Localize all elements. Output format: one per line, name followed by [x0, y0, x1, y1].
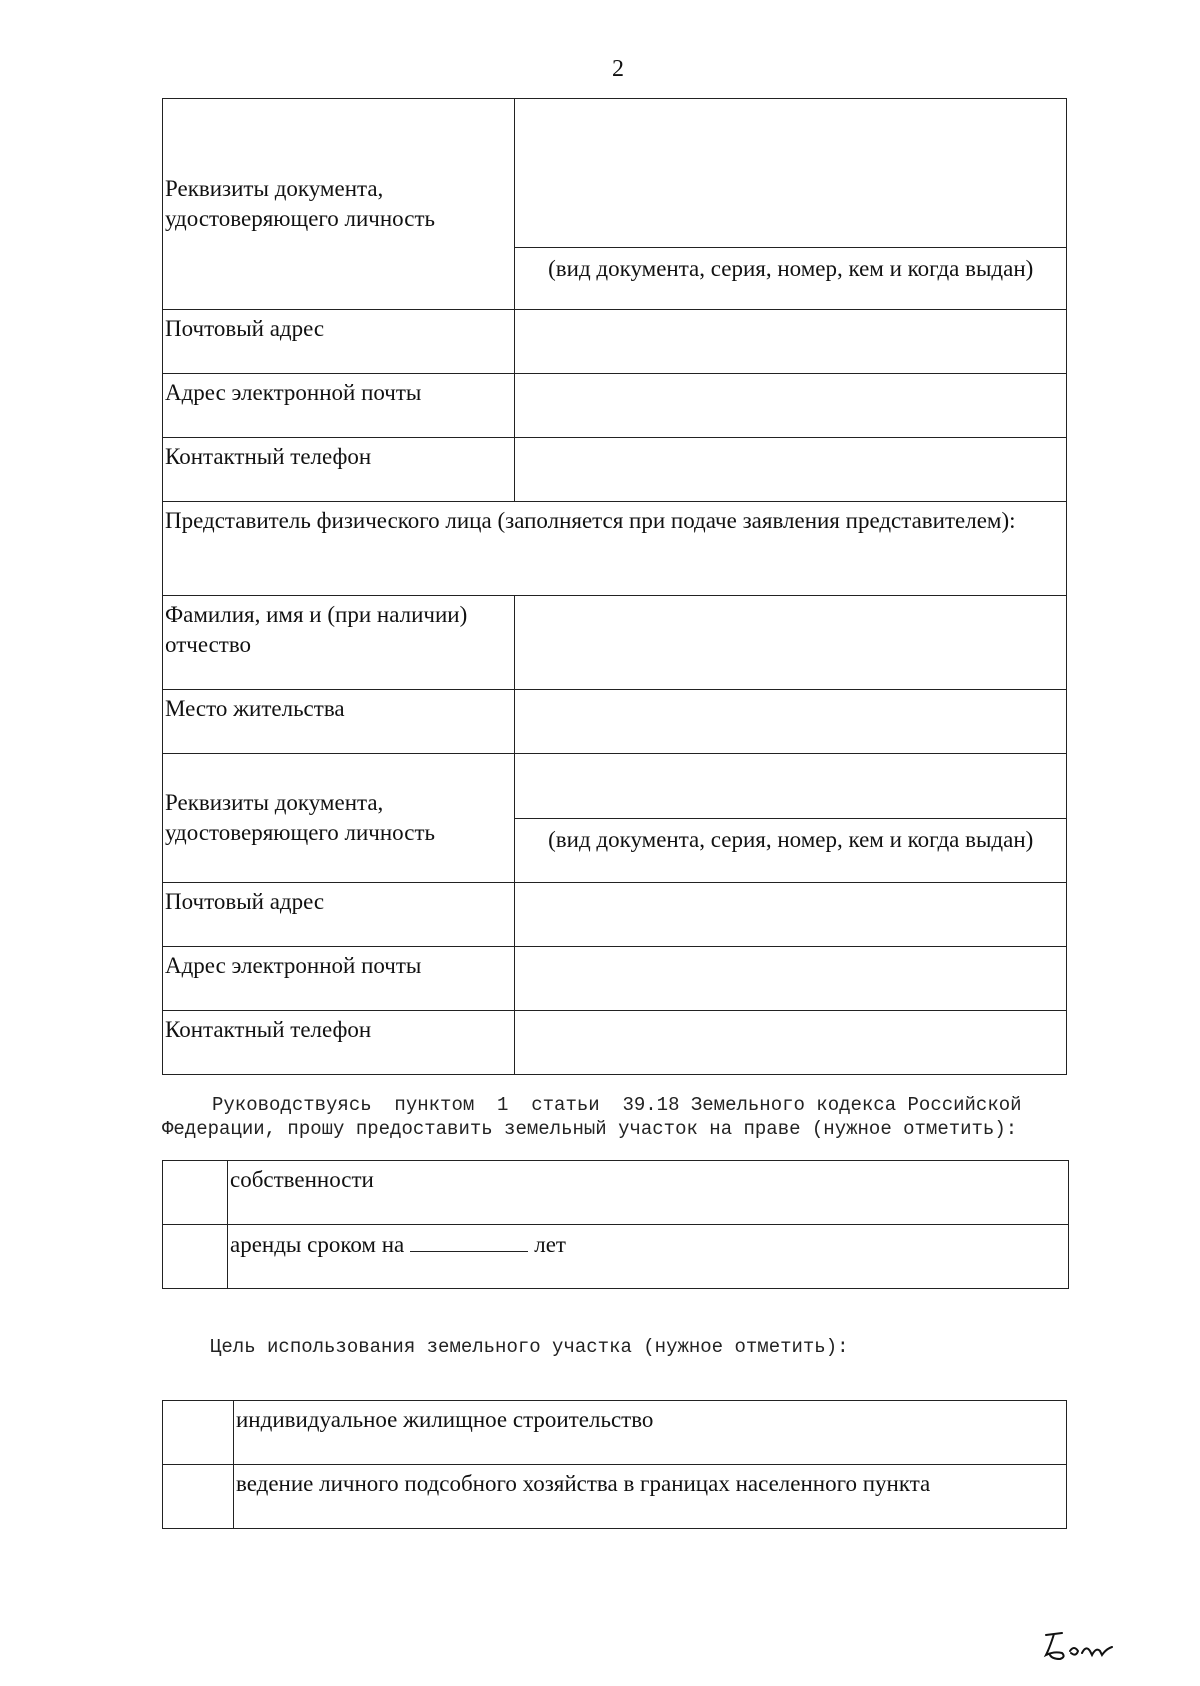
rep-postal-address-label: Почтовый адрес — [163, 883, 515, 947]
applicant-details-table — [162, 98, 1067, 1075]
lease-suffix: лет — [534, 1232, 566, 1257]
rep-residence-label: Место жительства — [163, 690, 515, 754]
postal-address-label: Почтовый адрес — [163, 310, 515, 374]
phone-label: Контактный телефон — [163, 438, 515, 502]
lease-term-blank[interactable] — [410, 1229, 528, 1252]
legal-basis-line-1: Руководствуясь пунктом 1 статьи 39.18 Земельного кодекса Российской — [212, 1094, 1022, 1116]
email-label: Адрес электронной почты — [163, 374, 515, 438]
lease-prefix: аренды сроком на — [230, 1232, 405, 1257]
id-document-field[interactable] — [515, 99, 1067, 248]
id-document-caption: (вид документа, серия, номер, кем и когда выдан) — [515, 248, 1067, 310]
lease-option — [228, 1225, 1069, 1289]
lph-option: ведение личного подсобного хозяйства в границах населенного пункта — [234, 1465, 1067, 1529]
lease-checkbox[interactable] — [163, 1225, 228, 1289]
ihc-checkbox[interactable] — [163, 1401, 234, 1465]
rep-full-name-label: Фамилия, имя и (при наличии) отчество — [163, 596, 515, 690]
right-type-table — [162, 1160, 1069, 1289]
legal-basis-line-2: Федерации, прошу предоставить земельный участок на праве (нужное отметить): — [162, 1118, 1018, 1140]
purpose-heading: Цель использования земельного участка (нужное отметить): — [210, 1336, 849, 1358]
id-document-label: Реквизиты документа, удостоверяющего личность — [163, 99, 515, 310]
rep-phone-label: Контактный телефон — [163, 1011, 515, 1075]
page-number: 2 — [612, 56, 624, 82]
rep-postal-address-field[interactable] — [515, 883, 1067, 947]
signature-stroke — [1046, 1633, 1112, 1659]
signature-initials — [1040, 1625, 1120, 1665]
rep-email-field[interactable] — [515, 947, 1067, 1011]
rep-id-document-caption: (вид документа, серия, номер, кем и когда выдан) — [515, 819, 1067, 883]
representative-header: Представитель физического лица (заполняется при подаче заявления представителем): — [163, 502, 1067, 596]
ihc-option: индивидуальное жилищное строительство — [234, 1401, 1067, 1465]
rep-phone-field[interactable] — [515, 1011, 1067, 1075]
rep-email-label: Адрес электронной почты — [163, 947, 515, 1011]
ownership-checkbox[interactable] — [163, 1161, 228, 1225]
rep-id-document-label: Реквизиты документа, удостоверяющего личность — [163, 754, 515, 883]
purpose-table — [162, 1400, 1067, 1529]
email-field[interactable] — [515, 374, 1067, 438]
ownership-option: собственности — [228, 1161, 1069, 1225]
lph-checkbox[interactable] — [163, 1465, 234, 1529]
postal-address-field[interactable] — [515, 310, 1067, 374]
rep-id-document-field[interactable] — [515, 754, 1067, 819]
rep-residence-field[interactable] — [515, 690, 1067, 754]
phone-field[interactable] — [515, 438, 1067, 502]
rep-full-name-field[interactable] — [515, 596, 1067, 690]
